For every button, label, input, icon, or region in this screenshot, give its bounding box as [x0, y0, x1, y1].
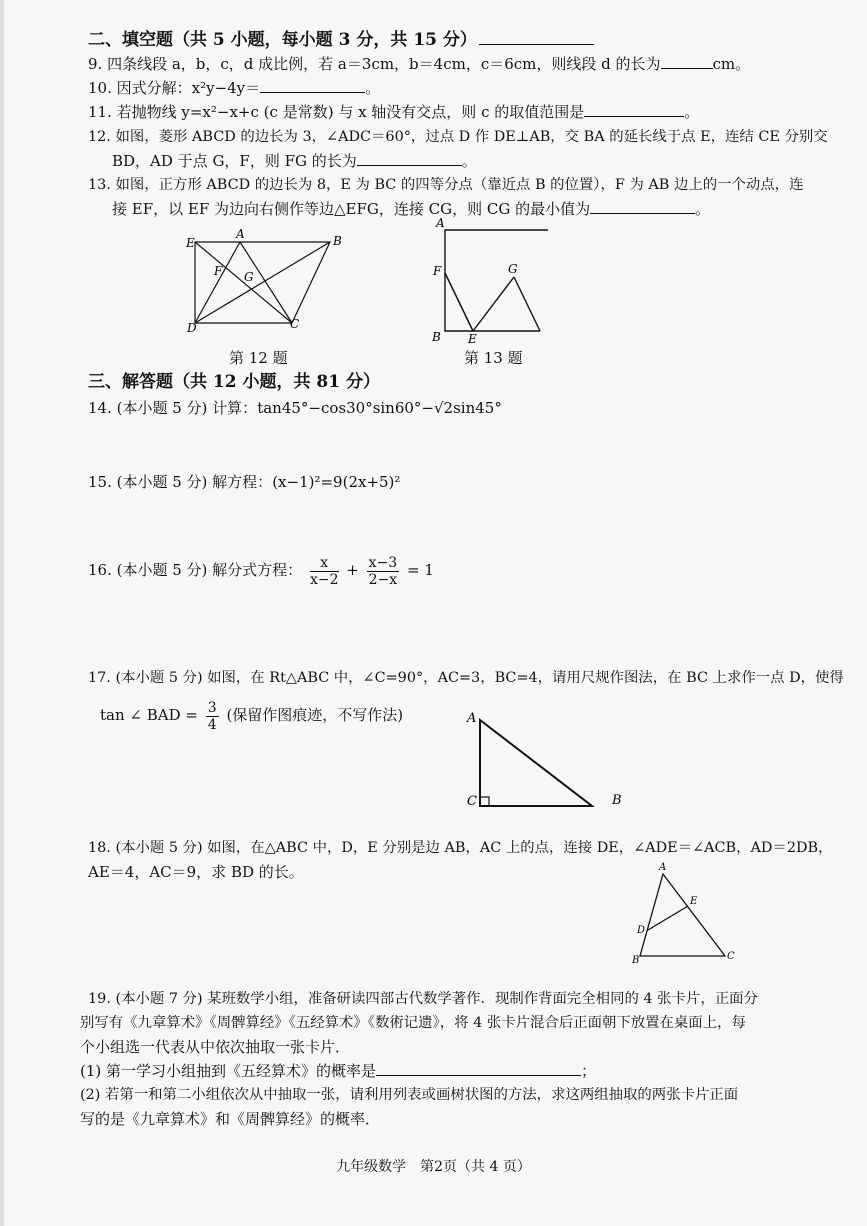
q15-expression: (x−1)²=9(2x+5)² [272, 473, 401, 491]
q14: 14. (本小题 5 分) 计算：tan45°−cos30°sin60°−√2sin45° [88, 399, 502, 417]
q9-blank[interactable] [661, 54, 713, 69]
q19-blank[interactable] [376, 1061, 581, 1076]
fig12-label-B: B [333, 234, 342, 248]
q10-blank[interactable] [260, 78, 365, 93]
q19-line2: 别写有《九章算术》《周髀算经》《五经算术》《数術记遗》，将 4 张卡片混合后正面朝下放置在桌面上，每 [80, 1015, 746, 1031]
fig12-label-G: G [244, 270, 254, 284]
fig18-label-A: A [659, 862, 667, 873]
q17-fraction: $\frac{3}{4}$ [207, 699, 217, 733]
q11-blank[interactable] [584, 102, 684, 117]
section2-title: 二、填空题（共 5 小题，每小题 3 分，共 15 分） [88, 30, 594, 50]
fig12-label-C: C [290, 317, 300, 331]
fig17-label-A: A [467, 711, 477, 726]
fig17-label-B: B [612, 793, 622, 808]
q10: 10. 因式分解：x²y−4y＝ 。 [88, 79, 381, 97]
q19-part1: (1) 第一学习小组抽到《五经算术》的概率是 ； [80, 1062, 597, 1080]
fig12-label-A: A [236, 227, 245, 241]
fig13-caption: 第 13 题 [464, 349, 523, 367]
q13-blank[interactable] [590, 199, 695, 214]
fig18-label-D: D [637, 925, 646, 936]
section3-title: 三、解答题（共 12 小题，共 81 分） [88, 372, 380, 392]
q13-line1: 13. 如图，正方形 ABCD 的边长为 8，E 为 BC 的四等分点（靠近点 B 的位置），F 为 AB 边上的一个动点，连 [88, 177, 804, 193]
q14-expression: tan45°−cos30°sin60°−√2sin45° [257, 399, 502, 417]
figure-17 [460, 700, 630, 815]
fig13-label-E: E [468, 332, 477, 345]
q18-line2: AE＝4，AC＝9，求 BD 的长。 [88, 863, 304, 881]
fig13-label-G: G [508, 262, 518, 276]
q16: 16. (本小题 5 分) 解分式方程： $\frac{x}{x-2}$ + $\frac{x-3}{2-x}$ = 1 [88, 554, 434, 588]
q19-line1: 19. (本小题 7 分) 某班数学小组，准备研读四部古代数学著作．现制作背面完全相同的 4 张卡片，正面分 [88, 991, 758, 1007]
q12-line2: BD，AD 于点 G，F，则 FG 的长为 。 [112, 152, 477, 170]
fig18-label-B: B [632, 955, 640, 965]
q15: 15. (本小题 5 分) 解方程：(x−1)²=9(2x+5)² [88, 473, 401, 491]
scan-edge [0, 0, 4, 1226]
q11: 11. 若抛物线 y=x²−x+c (c 是常数) 与 x 轴没有交点，则 c 的取值范围是 。 [88, 103, 700, 121]
fig12-label-F: F [214, 264, 223, 278]
q12-line1: 12. 如图，菱形 ABCD 的边长为 3，∠ADC＝60°，过点 D 作 DE⊥AB，交 BA 的延长线于点 E，连结 CE 分别交 [88, 129, 828, 145]
fig13-label-F: F [433, 264, 442, 278]
fig18-label-E: E [690, 896, 698, 907]
fig18-label-C: C [727, 951, 735, 962]
fig17-label-C: C [467, 794, 477, 809]
q17-line1: 17. (本小题 5 分) 如图，在 Rt△ABC 中，∠C=90°，AC=3，BC=4，请用尺规作图法，在 BC 上求作一点 D，使得 [88, 670, 844, 686]
q19-part2-line1: (2) 若第一和第二小组依次从中抽取一张，请利用列表或画树状图的方法，求这两组抽取的两张卡片正面 [80, 1087, 739, 1103]
q19-part2-line2: 写的是《九章算术》和《周髀算经》的概率． [80, 1110, 381, 1128]
fig13-label-B: B [432, 330, 441, 344]
q17-line2: tan ∠ BAD = $\frac{3}{4}$ (保留作图痕迹，不写作法) [100, 699, 404, 733]
q19-line3: 个小组选一代表从中依次抽取一张卡片． [80, 1038, 351, 1056]
page-footer: 九年级数学 第2页（共 4 页） [336, 1159, 531, 1175]
figure-13 [428, 215, 548, 345]
q9: 9. 四条线段 a，b，c，d 成比例，若 a＝3cm，b＝4cm，c＝6cm，则线段 d 的长为 cm。 [88, 55, 751, 73]
q16-fraction-2: $\frac{x-3}{2-x}$ [368, 554, 398, 588]
q12-blank[interactable] [357, 151, 462, 166]
fig12-label-D: D [187, 321, 197, 335]
q18-line1: 18. (本小题 5 分) 如图，在△ABC 中，D，E 分别是边 AB，AC 上的点，连接 DE，∠ADE＝∠ACB，AD＝2DB， [88, 840, 833, 856]
figure-18 [630, 860, 740, 965]
q16-fraction-1: $\frac{x}{x-2}$ [309, 554, 339, 588]
fig13-label-A: A [436, 216, 445, 230]
fig12-label-E: E [186, 236, 195, 250]
fig12-caption: 第 12 题 [229, 349, 288, 367]
q13-line2: 接 EF，以 EF 为边向右侧作等边△EFG，连接 CG，则 CG 的最小值为 。 [112, 200, 711, 218]
